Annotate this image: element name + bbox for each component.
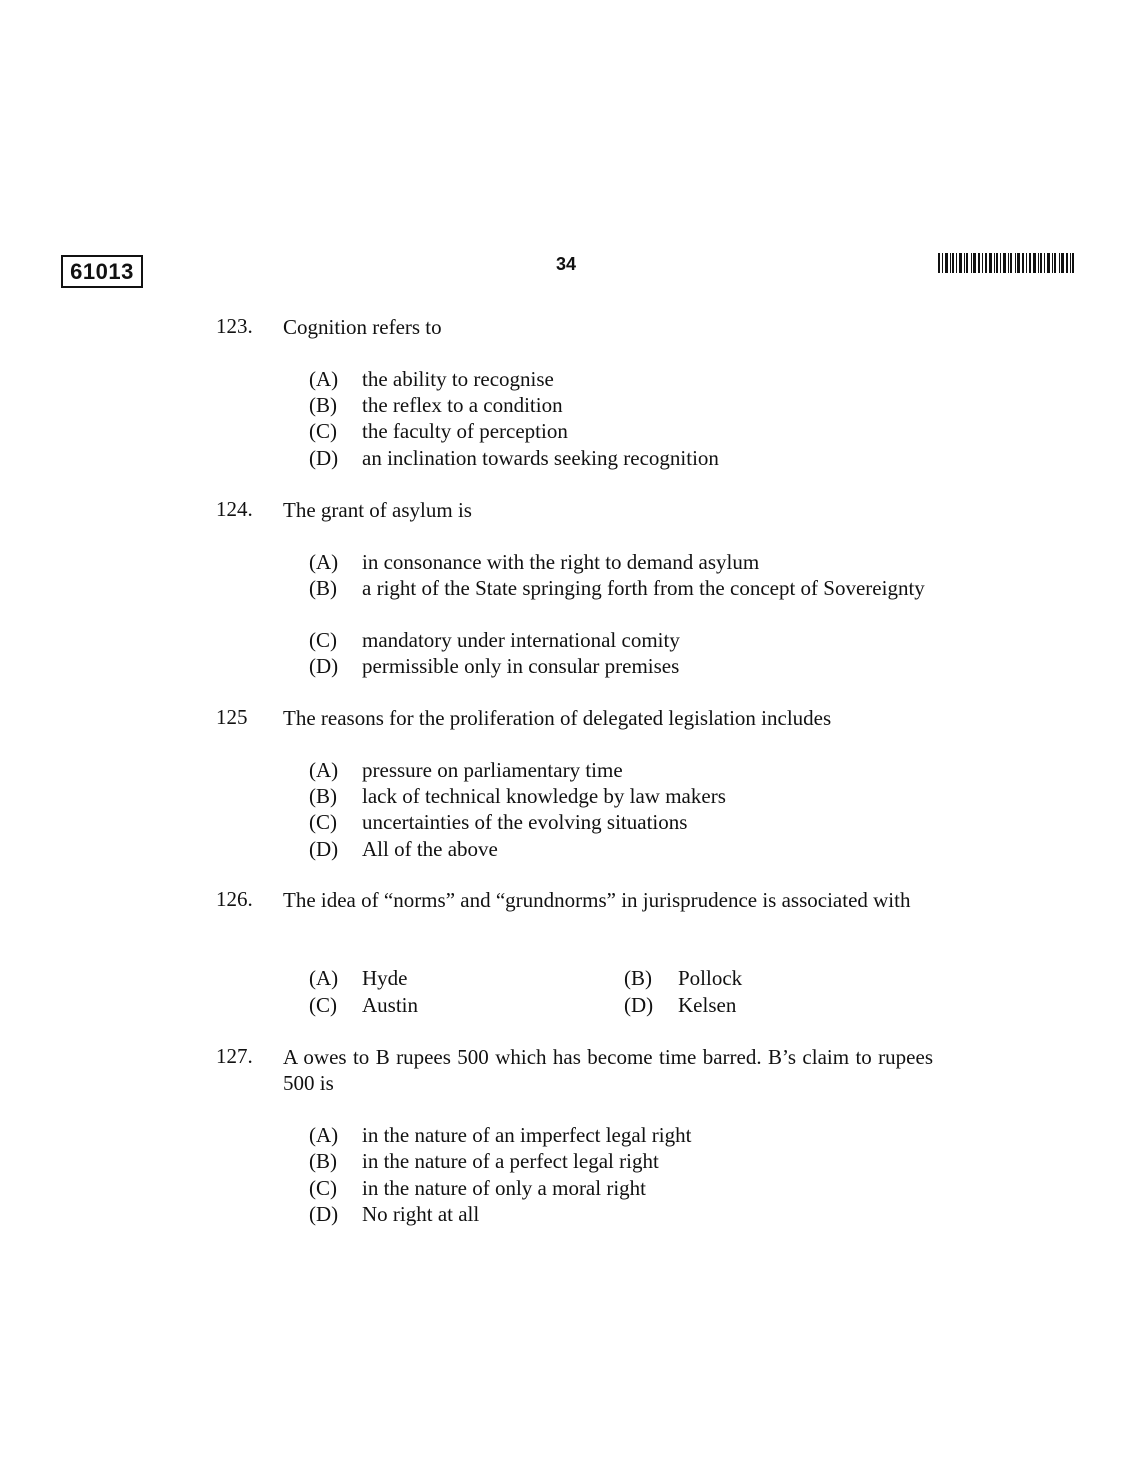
question-text: The grant of asylum is <box>283 498 472 522</box>
question-number: 127. <box>216 1044 253 1068</box>
option-key: (B) <box>309 576 337 600</box>
option-text: All of the above <box>362 837 498 861</box>
option-text: permissible only in consular premises <box>362 654 680 678</box>
option-text: in the nature of a perfect legal right <box>362 1149 659 1173</box>
option-key: (D) <box>624 993 654 1017</box>
option-text: pressure on parliamentary time <box>362 758 623 782</box>
option-text: Kelsen <box>678 993 737 1017</box>
option-text: in consonance with the right to demand asylum <box>362 550 760 574</box>
option-key: (B) <box>309 393 337 417</box>
option-key: (B) <box>309 1149 337 1173</box>
option-key: (D) <box>309 446 339 470</box>
option-key: (C) <box>309 419 337 443</box>
option-text: in the nature of an imperfect legal right <box>362 1123 692 1147</box>
option-text: the reflex to a condition <box>362 393 563 417</box>
option-text: uncertainties of the evolving situations <box>362 810 688 834</box>
option-key: (D) <box>309 654 339 678</box>
option-key: (A) <box>309 550 339 574</box>
question-text: Cognition refers to <box>283 315 442 339</box>
option-text: a right of the State springing forth from the concept of Sovereignty <box>362 576 925 600</box>
option-key: (C) <box>309 810 337 834</box>
option-key: (C) <box>309 1176 337 1200</box>
question-text: A owes to B rupees 500 which has become time barred. B’s claim to rupees 500 is <box>283 1045 933 1095</box>
option-key: (D) <box>309 837 339 861</box>
option-key: (B) <box>309 784 337 808</box>
option-text: an inclination towards seeking recognition <box>362 446 719 470</box>
option-key: (D) <box>309 1202 339 1226</box>
option-text: the ability to recognise <box>362 367 554 391</box>
question-number: 126. <box>216 887 253 911</box>
option-text: Austin <box>362 993 419 1017</box>
option-key: (A) <box>309 1123 339 1147</box>
option-text: lack of technical knowledge by law makers <box>362 784 726 808</box>
question-number: 124. <box>216 497 253 521</box>
question-text: The idea of “norms” and “grundnorms” in jurisprudence is associated with <box>283 888 911 912</box>
option-text: Pollock <box>678 966 743 990</box>
option-text: No right at all <box>362 1202 480 1226</box>
page-number: 34 <box>556 254 577 274</box>
option-key: (C) <box>309 993 337 1017</box>
question-text: The reasons for the proliferation of delegated legislation includes <box>283 706 832 730</box>
option-key: (A) <box>309 758 339 782</box>
option-text: mandatory under international comity <box>362 628 680 652</box>
question-number: 123. <box>216 314 253 338</box>
option-key: (B) <box>624 966 652 990</box>
option-key: (A) <box>309 966 339 990</box>
option-key: (C) <box>309 628 337 652</box>
paper-code-box: 61013 <box>61 255 143 288</box>
option-text: the faculty of perception <box>362 419 568 443</box>
option-text: in the nature of only a moral right <box>362 1176 647 1200</box>
option-key: (A) <box>309 367 339 391</box>
option-text: Hyde <box>362 966 408 990</box>
question-number: 125 <box>216 705 248 729</box>
barcode-icon <box>938 253 1074 273</box>
